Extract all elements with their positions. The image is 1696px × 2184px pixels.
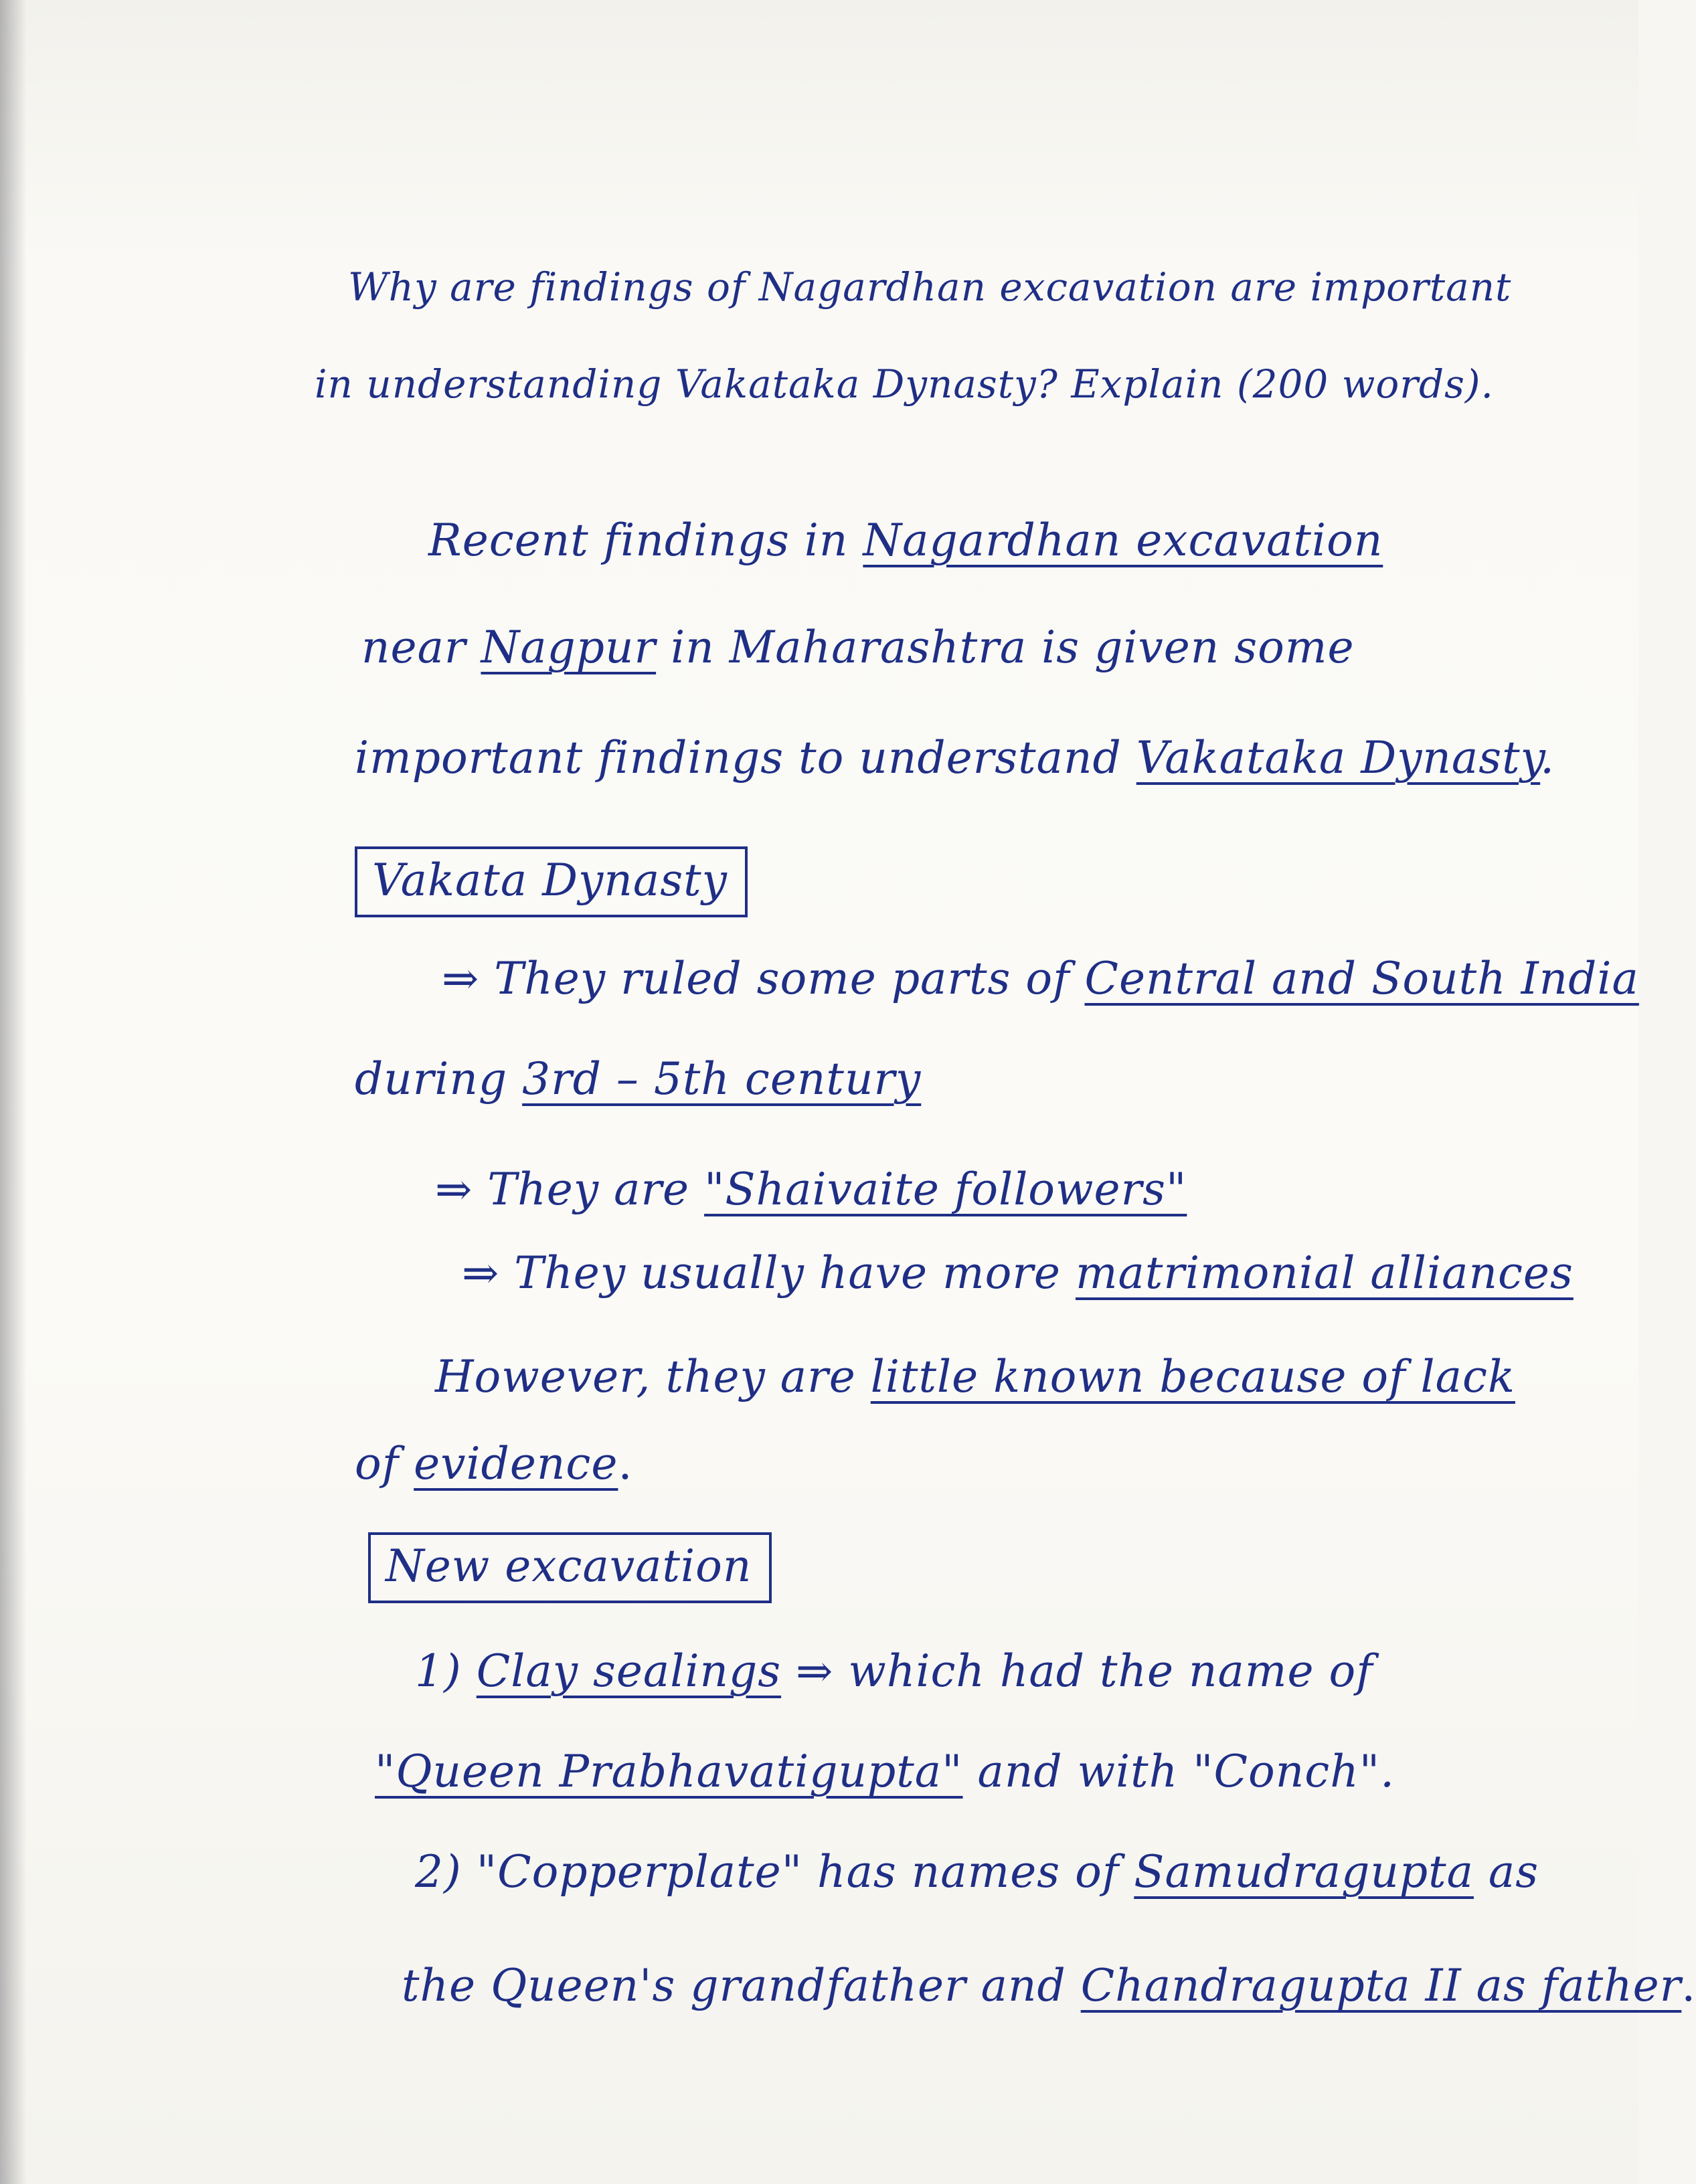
intro-underline-nagardhan: Nagardhan excavation (863, 515, 1383, 566)
s1-p1-text-a: ⇒ They ruled some parts of (442, 953, 1085, 1004)
s2-i2-underline-samudragupta: Samudragupta (1134, 1846, 1474, 1898)
s2-i1-number: 1) (415, 1645, 477, 1697)
section2-heading-box: New excavation (368, 1532, 772, 1603)
intro-underline-vakataka: Vakataka Dynasty (1136, 732, 1541, 784)
s1-p3-underline-alliances: matrimonial alliances (1075, 1247, 1574, 1299)
s1-p5-text-c: . (618, 1438, 633, 1489)
s2-i1-text-c: ⇒ which had the name of (781, 1645, 1373, 1697)
section2-item-1-cont (375, 1746, 1395, 1797)
section2-item-2-cont (402, 1960, 1696, 2011)
intro-text-1a: Recent findings in (428, 515, 863, 566)
section2-item-2 (415, 1846, 1539, 1898)
s2-i1-text-e: and with "Conch". (962, 1746, 1395, 1797)
section1-point-1-cont (355, 1053, 922, 1105)
s2-i2-text-f: the Queen's grandfather and (402, 1960, 1081, 2011)
section1-heading-box: Vakata Dynasty (355, 846, 748, 917)
s1-p2-text-a: ⇒ They are (435, 1164, 705, 1215)
intro-line-3 (355, 732, 1555, 784)
question-text-1: Why are findings of Nagardhan excavation are important (348, 264, 1512, 310)
intro-text-3a: important findings to understand (355, 732, 1136, 784)
s1-p1-underline-century: 3rd – 5th century (522, 1053, 922, 1105)
s1-p4-underline-lack: little known because of lack (870, 1351, 1515, 1402)
s2-i1-underline-clay: Clay sealings (476, 1645, 782, 1697)
section1-heading (355, 846, 748, 917)
section2-item-1 (415, 1645, 1373, 1697)
section1-point-3 (462, 1247, 1574, 1299)
question-text-2: in understanding Vakataka Dynasty? Explain (200 words). (315, 361, 1494, 407)
s1-p1-text-c: during (355, 1053, 523, 1105)
intro-text-2c: in Maharashtra is given some (656, 622, 1355, 673)
page-edge-shadow (0, 0, 27, 2184)
s1-p4-text-a: However, they are (435, 1351, 871, 1402)
question-line-1 (348, 264, 1512, 310)
s2-i2-number: 2) (415, 1846, 477, 1898)
s2-i2-text-h: . (1681, 1960, 1696, 2011)
s1-p2-underline-shaivaite: "Shaivaite followers" (704, 1164, 1187, 1215)
section2-heading (368, 1532, 772, 1603)
s1-p1-underline-region: Central and South India (1084, 953, 1639, 1004)
intro-line-1 (428, 515, 1383, 566)
s2-i1-underline-queen: "Queen Prabhavatigupta" (375, 1746, 963, 1797)
intro-text-3c: . (1540, 732, 1555, 784)
s2-i2-copperplate: "Copperplate" (476, 1846, 803, 1898)
s1-p5-text-a: of (355, 1438, 414, 1489)
intro-line-2 (361, 622, 1355, 673)
section1-point-1 (442, 953, 1639, 1004)
s2-i2-text-c: has names of (802, 1846, 1134, 1898)
section1-point-5 (355, 1438, 633, 1489)
s2-i2-underline-chandragupta: Chandragupta II as father (1080, 1960, 1682, 2011)
question-line-2 (315, 361, 1494, 407)
s2-i2-text-e: as (1473, 1846, 1539, 1898)
intro-underline-nagpur: Nagpur (481, 622, 657, 673)
section1-point-4 (435, 1351, 1515, 1402)
s1-p3-text-a: ⇒ They usually have more (462, 1247, 1076, 1299)
s1-p5-underline-evidence: evidence (414, 1438, 618, 1489)
intro-text-2a: near (361, 622, 481, 673)
section1-point-2 (435, 1164, 1187, 1215)
